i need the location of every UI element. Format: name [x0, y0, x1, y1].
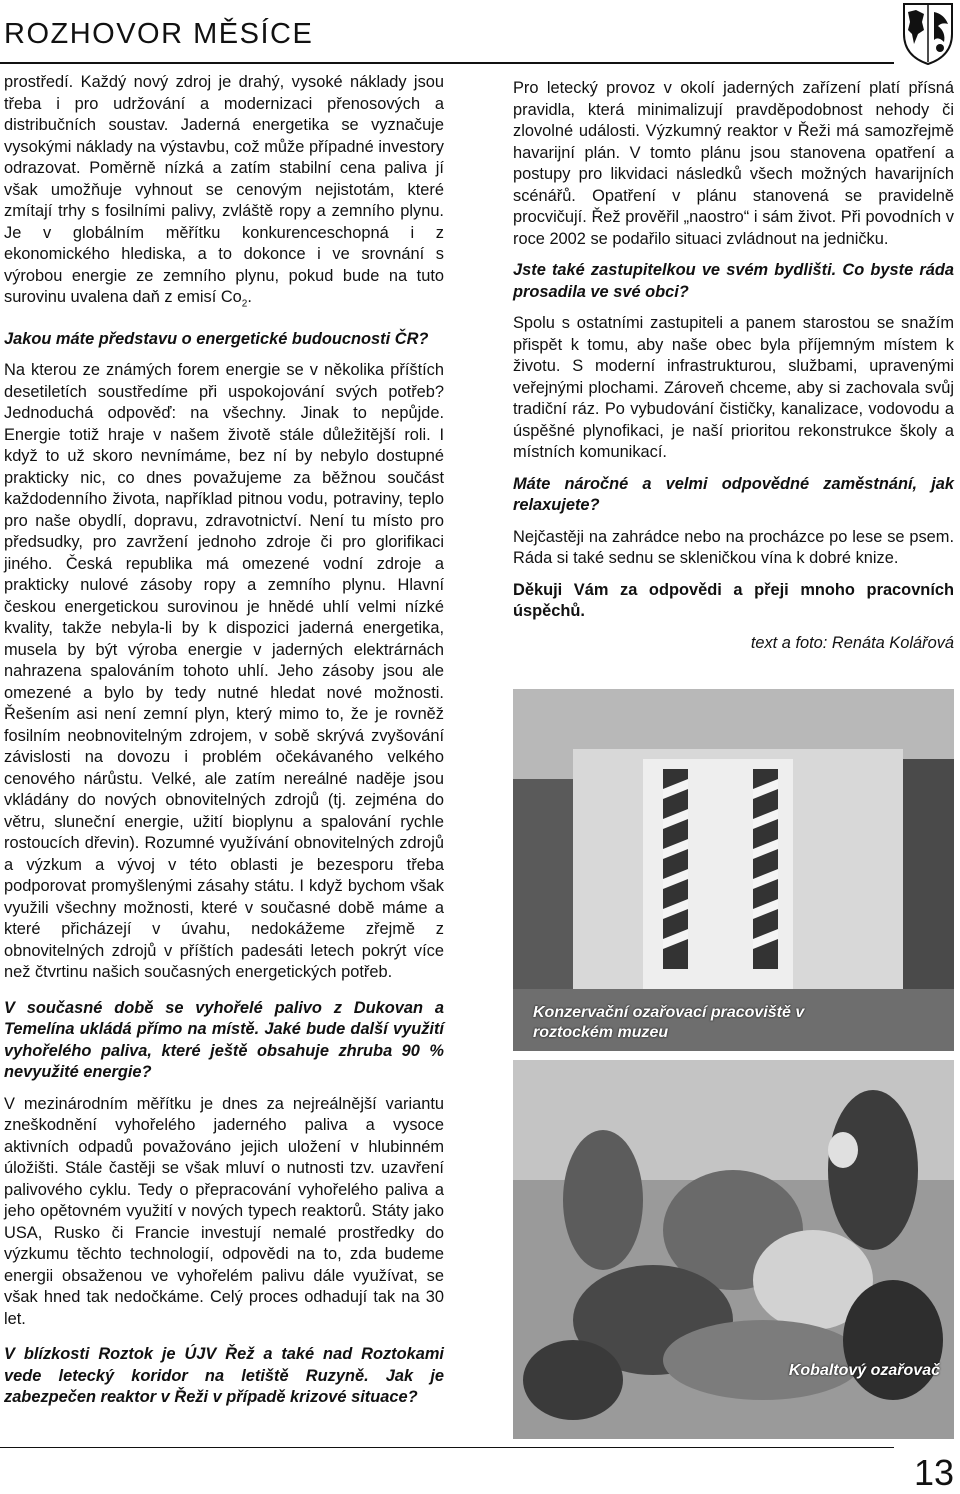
- paragraph: Pro letecký provoz v okolí jaderných zařízení platí přísná pravidla, která minimalizují pravděpodobnost nehody či zlovolné události. Výzkumný reaktor v Řeži má samozřejmě havarijní plán. V tomto plánu jsou stanovena opatření a postupy pro likvidaci následků všech možných havarijních scénářů. Opatření v plánu stanovená se pravidelně procvičují. Řež prověřil „naostro“ i sám život. Při povodních v roce 2002 se podařilo situaci zvládnout na jedničku.: [513, 79, 954, 248]
- subscript-2: 2: [241, 298, 248, 310]
- interview-question: V současné době se vyhořelé palivo z Dukovan a Temelína ukládá přímo na místě. Jaké bude další využití vyhořelého paliva, které ještě obsahuje zhruba 90 % nevyužité energie?: [4, 998, 444, 1082]
- paragraph: [4, 72, 444, 315]
- paragraph: Na kterou ze známých forem energie se v několika příštích desetiletích soustředíme při uspokojování svých potřeb? Jednoduchá odpověď: na všechny. Jinak to nepůjde. Energie totiž hraje v našem životě stále důležitější roli. I když to už skoro nevnímáme, bez ní by nebylo dostupné prakticky nic, co dnes považujeme za běžnou součást každodenního života, například pitnou vodu, potraviny, teplo pro naše obydlí, dopravu, zdravotnictví. Není tu místo pro předsudky, pro zavržení jednoho zdroje či pro glorifikaci jiného. Česká republika má omezené vodní zdroje a prakticky nulové zásoby ropy a zemního plynu. Hlavní českou energetickou surovinou je hnědé uhlí velmi nízké kvality, takže nebyla-li by k dispozici jaderná energetika, musela by být výroba energie v jaderných elektrárnách nahrazena spalováním tohoto uhlí. Jeho zásoby jsou ale omezené a bylo by tedy nutné hledat nové možnosti. Řešením asi není zemní plyn, který mimo to, že je rovněž fosilním neobnovitelným zdrojem, v sobě skrývá zvyšování závislosti na dovozu i problém očekávaného velkého cenového nárůstu. Velké, ale zatím nereálné naděje jsou vkládány do nových obnovitelných zdrojů (tj. zejména do větru, sluneční energie, užití bioplynu a spalování rychle rostoucích dřevin). Rozumné využívání obnovitelných zdrojů a výzkum a vývoj v této oblasti je bezesporu třeba podporovat promyšlenými zásahy státu. I když bychom však využili všechny možnosti, které v současné době máme a které přicházejí v úvahu, nedokážeme zřejmě z obnovitelných zdrojů v příštích padesáti letech pokrýt více než čtvrtinu našich současných energetických potřeb.: [4, 361, 444, 982]
- paragraph-text: prostředí. Každý nový zdroj je drahý, vysoké náklady jsou třeba i pro udržování a modernizaci přenosových a distribučních soustav. Jaderná energetika se vyznačuje vysokými náklady na výstavbu, což může případné investory odrazovat. Poměrně nízká a zatím stabilní cena paliva jí však umožňuje vyhnout se cenovým nejistotám, které zmítají trhy s fosilními palivy, zvláště ropy a zemního plynu. Je v globálním měřítku konkurenceschopná i z ekonomického hlediska, a to dokonce i ve srovnání s výrobou energie ze zemního plynu, pokud bude na tuto surovinu uvalena daň z emisí Co: [4, 73, 444, 306]
- photo-caption: Kobaltový ozařovač: [788, 1362, 940, 1379]
- footer-divider: [0, 1447, 894, 1448]
- photo-cobalt-irradiator: [513, 1060, 954, 1439]
- paragraph: Nejčastěji na zahrádce nebo na procházce po lese se psem. Ráda si také sednu se skleničkou vína k dobré knize.: [513, 527, 954, 567]
- interview-question: Jste také zastupitelkou ve svém bydlišti. Co byste ráda prosadila ve své obci?: [513, 261, 954, 301]
- paragraph-end: .: [247, 288, 252, 306]
- author-credit: text a foto: Renáta Kolářová: [750, 633, 954, 652]
- municipal-crest-logo: [898, 0, 958, 66]
- photo-caption: Konzervační ozařovací pracoviště v roztockém muzeu: [533, 1004, 805, 1041]
- page-number: 13: [913, 1452, 954, 1493]
- interview-question: V blízkosti Roztok je ÚJV Řež a také nad Roztokami vede letecký koridor na letiště Ruzyně. Jak je zabezpečen reaktor v Řeži v případě krizové situace?: [4, 1345, 444, 1407]
- right-article-column: [513, 78, 954, 664]
- closing-thanks: Děkuji Vám za odpovědi a přeji mnoho pracovních úspěchů.: [513, 580, 954, 620]
- left-article-column: [4, 72, 444, 1419]
- header-divider: [0, 62, 894, 64]
- paragraph: V mezinárodním měřítku je dnes za nejreálnější variantu zneškodnění vyhořelého jaderného paliva a vysoce aktivních odpadů považováno jejich uložení v hlubinném úložišti. Stále častěji se však mluví o nutnosti tzv. uzavření palivového cyklu. Tedy o přepracování vyhořelého paliva a jeho opětovném využití v nových typech reaktorů. Státy jako USA, Rusko či Francie investují nemalé prostředky do výzkumu těchto technologií, odpovědi na to, zda budeme energii obsaženou ve vyhořelém palivu dále využívat, se však hned tak nedočkáme. Celý proces odhadují tak na 30 let.: [4, 1094, 444, 1328]
- interview-question: Jakou máte představu o energetické budoucnosti ČR?: [4, 329, 429, 348]
- interview-question: Máte náročné a velmi odpovědné zaměstnání, jak relaxujete?: [513, 474, 954, 514]
- photo-irradiation-room: [513, 689, 954, 1051]
- paragraph: Spolu s ostatními zastupiteli a panem starostou se snažím přispět k tomu, aby naše obec byla příjemným místem k životu. S moderní infrastrukturou, službami, upravenými veřejnými plochami. Zároveň chceme, aby si zachovala svůj tradiční ráz. Po vybudování čističky, kanalizace, vodovodu a úspěšné plynofikaci, je naší prioritou rekonstrukce školy a místních komunikací.: [513, 314, 954, 461]
- section-title: ROZHOVOR MĚSÍCE: [4, 18, 314, 50]
